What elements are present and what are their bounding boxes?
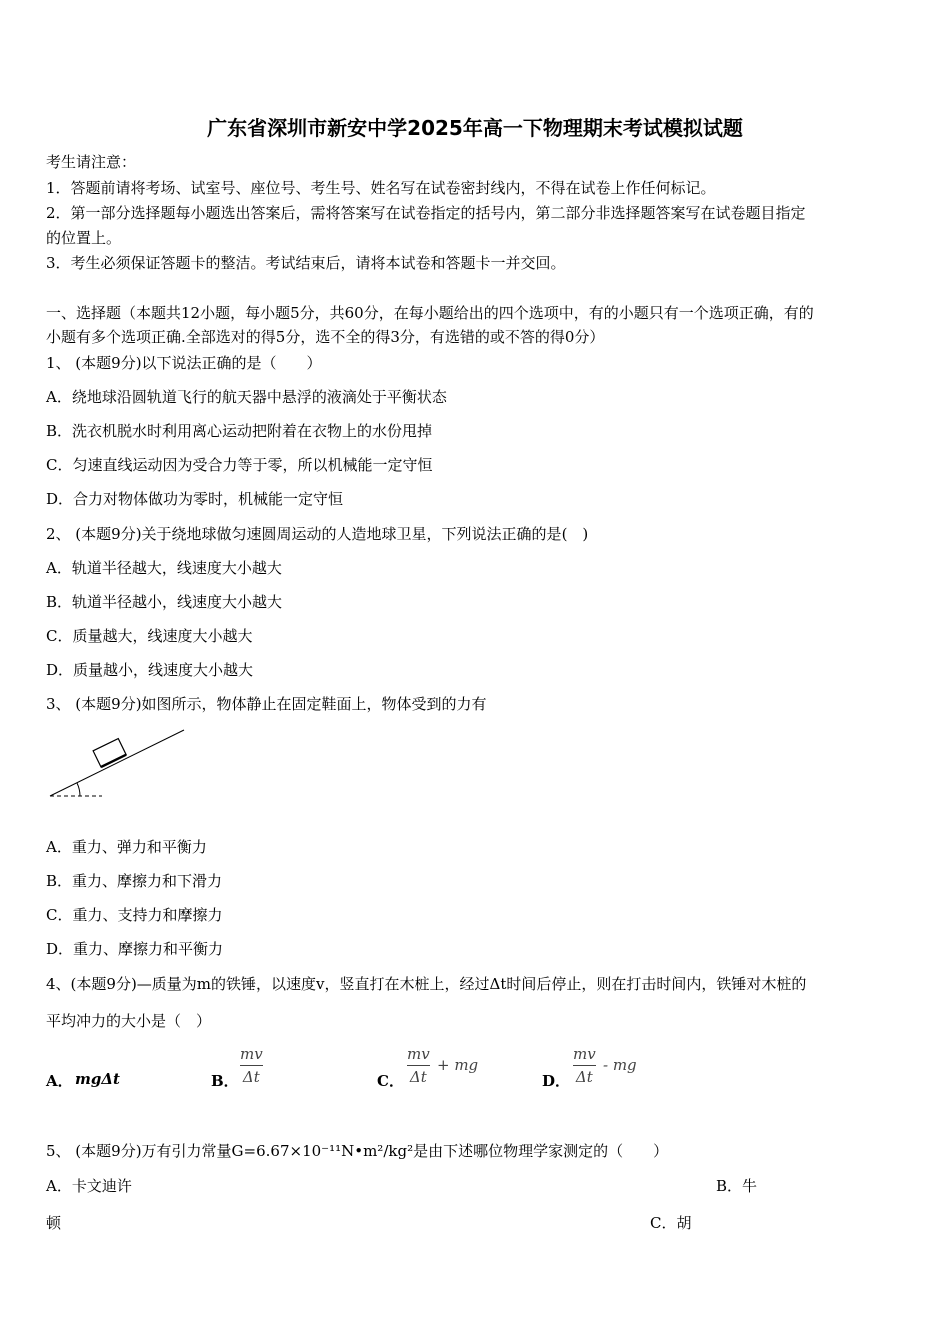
question-3-option-a: A．重力、弹力和平衡力 — [46, 838, 207, 856]
question-4-option-b-label: B． — [211, 1072, 239, 1090]
fraction-denominator: Δt — [409, 1068, 427, 1086]
question-4-option-d-fraction — [573, 1045, 596, 1086]
question-2-option-b: B．轨道半径越小，线速度大小越大 — [46, 593, 283, 611]
question-1-option-c: C．匀速直线运动因为受合力等于零，所以机械能一定守恒 — [46, 456, 433, 474]
fraction-numerator: mv — [573, 1045, 596, 1063]
notice-heading: 考生请注意： — [46, 153, 137, 171]
block — [93, 739, 126, 767]
question-4-option-c-fraction — [407, 1045, 430, 1086]
notice-item-2-cont: 的位置上。 — [46, 229, 122, 247]
question-4-option-d-extra: - mg — [603, 1056, 637, 1074]
question-3-option-b: B．重力、摩擦力和下滑力 — [46, 872, 223, 890]
question-4-option-a-label: A． — [46, 1072, 73, 1090]
question-2-option-d: D．质量越小，线速度大小越大 — [46, 661, 254, 679]
section-heading-line1: 一、选择题（本题共12小题，每小题5分，共60分，在每小题给出的四个选项中，有的小题只有一个选项正确，有的 — [46, 304, 814, 322]
incline-diagram — [44, 724, 194, 804]
page-title: 广东省深圳市新安中学2025年高一下物理期末考试模拟试题 — [207, 116, 743, 140]
question-4-option-b-fraction — [240, 1045, 263, 1086]
question-4-stem-line2: 平均冲力的大小是（ ） — [46, 1012, 212, 1030]
question-3-option-c: C．重力、支持力和摩擦力 — [46, 906, 223, 924]
question-1-option-a: A．绕地球沿圆轨道飞行的航天器中悬浮的液滴处于平衡状态 — [46, 388, 447, 406]
question-4-option-c-label: C． — [377, 1072, 404, 1090]
question-4-option-c-extra: + mg — [437, 1056, 479, 1074]
angle-arc — [77, 783, 80, 796]
question-1-option-b: B．洗衣机脱水时利用离心运动把附着在衣物上的水份甩掉 — [46, 422, 433, 440]
fraction-numerator: mv — [240, 1045, 263, 1063]
question-3-stem: 3、 (本题9分)如图所示，物体静止在固定鞋面上，物体受到的力有 — [46, 695, 487, 713]
notice-item-3: 3．考生必须保证答题卡的整洁。考试结束后，请将本试卷和答题卡一并交回。 — [46, 254, 566, 272]
question-2-option-c: C．质量越大，线速度大小越大 — [46, 627, 253, 645]
question-5-stem: 5、 (本题9分)万有引力常量G=6.67×10⁻¹¹N•m²/kg²是由下述哪位物理学家测定的（ ） — [46, 1142, 669, 1160]
notice-item-1: 1．答题前请将考场、试室号、座位号、考生号、姓名写在试卷密封线内，不得在试卷上作任何标记。 — [46, 179, 716, 197]
fraction-numerator: mv — [407, 1045, 430, 1063]
question-5-option-b-cont: 顿 — [46, 1214, 62, 1232]
question-4-option-d-label: D． — [542, 1072, 571, 1090]
question-4-stem-line1: 4、(本题9分)—质量为m的铁锤，以速度v，竖直打在木桩上，经过Δt时间后停止，则在打击时间内，铁锤对木桩的 — [46, 975, 807, 993]
question-2-stem: 2、 (本题9分)关于绕地球做匀速圆周运动的人造地球卫星，下列说法正确的是( ) — [46, 525, 589, 543]
question-5-option-b: B．牛 — [716, 1177, 758, 1195]
question-3-option-d: D．重力、摩擦力和平衡力 — [46, 940, 224, 958]
question-2-option-a: A．轨道半径越大，线速度大小越大 — [46, 559, 282, 577]
notice-item-2: 2．第一部分选择题每小题选出答案后，需将答案写在试卷指定的括号内，第二部分非选择题答案写在试卷题目指定 — [46, 204, 806, 222]
fraction-denominator: Δt — [575, 1068, 593, 1086]
fraction-denominator: Δt — [242, 1068, 260, 1086]
section-heading-line2: 小题有多个选项正确.全部选对的得5分，选不全的得3分，有选错的或不答的得0分） — [46, 328, 605, 346]
question-1-stem: 1、 (本题9分)以下说法正确的是（ ） — [46, 354, 322, 372]
question-4-option-a-value: mgΔt — [75, 1070, 120, 1088]
question-5-option-c: C．胡 — [650, 1214, 692, 1232]
question-1-option-d: D．合力对物体做功为零时，机械能一定守恒 — [46, 490, 344, 508]
question-5-option-a: A．卡文迪许 — [46, 1177, 132, 1195]
